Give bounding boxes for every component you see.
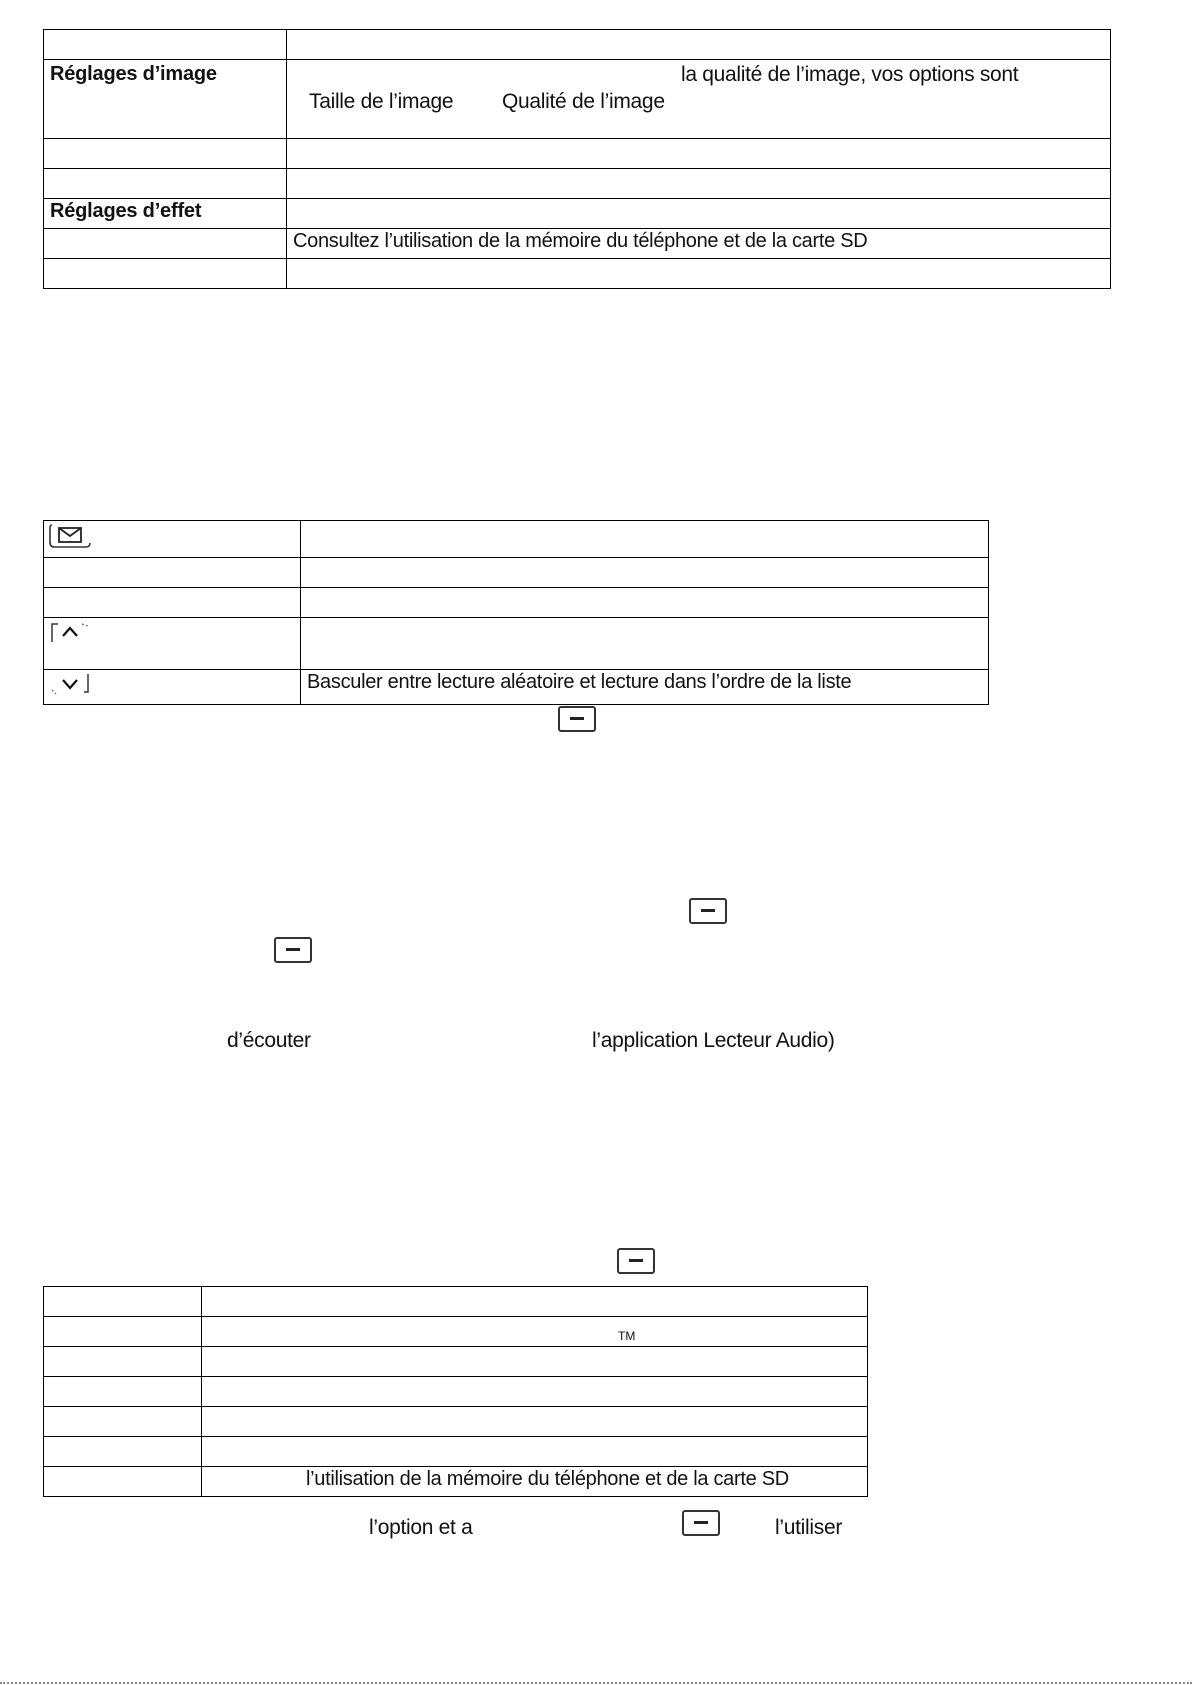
row-label: [44, 30, 287, 60]
softkey-icon: [558, 706, 596, 732]
table-row: [44, 139, 1111, 169]
effect-settings-label: Réglages d’effet: [44, 199, 287, 229]
key-cell: [44, 618, 301, 670]
memory-usage-desc: Consultez l’utilisation de la mémoire du téléphone et de la carte SD: [287, 229, 1111, 259]
image-quality-text: la qualité de l’image, vos options sont: [681, 63, 1019, 86]
row-desc: [287, 199, 1111, 229]
table-row: [44, 670, 989, 705]
key-cell: [44, 558, 301, 588]
row-desc: [202, 1287, 868, 1317]
table-row: [44, 30, 1111, 60]
table-row: [44, 259, 1111, 289]
table-row: [44, 1377, 868, 1407]
table-row: [44, 618, 989, 670]
camera-settings-table: [43, 29, 1111, 289]
table-row: [44, 1317, 868, 1347]
row-label: [44, 1317, 202, 1347]
row-desc: [202, 1347, 868, 1377]
page-bottom-rule: [0, 1682, 1192, 1684]
table-row: [44, 1347, 868, 1377]
row-desc: [202, 1377, 868, 1407]
softkey-icon: [682, 1510, 720, 1536]
row-desc: [202, 1437, 868, 1467]
table-row: [44, 60, 1111, 139]
row-label: [44, 259, 287, 289]
row-label: [44, 1467, 202, 1497]
table-row: [44, 169, 1111, 199]
image-quality-option: Qualité de l’image: [502, 90, 665, 113]
image-settings-desc: [287, 60, 1111, 139]
image-settings-label: Réglages d’image: [44, 60, 287, 139]
table-row: [44, 1407, 868, 1437]
key-cell: [44, 521, 301, 558]
mail-key-icon: [48, 522, 92, 550]
row-label: [44, 139, 287, 169]
row-desc: [202, 1317, 868, 1347]
row-desc: [287, 139, 1111, 169]
down-key-icon: [48, 670, 92, 698]
audio-player-keys-table: [43, 520, 989, 705]
softkey-icon: [617, 1248, 655, 1274]
key-desc: [301, 558, 989, 588]
use-text: l’utiliser: [775, 1516, 843, 1539]
settings-table: [43, 1286, 868, 1497]
option-text: l’option et a: [369, 1516, 473, 1539]
table-row: [44, 1437, 868, 1467]
row-desc: [287, 30, 1111, 60]
key-desc: [301, 521, 989, 558]
listen-text: d’écouter: [227, 1029, 311, 1052]
row-label: [44, 1407, 202, 1437]
row-label: [44, 1347, 202, 1377]
row-desc: [287, 169, 1111, 199]
row-label: [44, 1377, 202, 1407]
table-row: [44, 521, 989, 558]
table-row: [44, 199, 1111, 229]
row-label: [44, 1437, 202, 1467]
softkey-icon: [274, 937, 312, 963]
key-desc: [301, 618, 989, 670]
audio-app-text: l’application Lecteur Audio): [592, 1029, 835, 1052]
row-desc: [287, 259, 1111, 289]
image-size-option: Taille de l’image: [309, 90, 454, 113]
row-desc: [202, 1407, 868, 1437]
memory-usage-desc: l’utilisation de la mémoire du téléphone et de la carte SD: [202, 1467, 868, 1497]
key-desc: [301, 588, 989, 618]
table-row: [44, 229, 1111, 259]
row-label: [44, 169, 287, 199]
softkey-icon: [689, 898, 727, 924]
trademark-mark: TM: [618, 1329, 636, 1343]
row-label: [44, 229, 287, 259]
up-key-icon: [48, 620, 92, 648]
table-row: [44, 1287, 868, 1317]
key-cell: [44, 588, 301, 618]
table-row: [44, 558, 989, 588]
key-cell: [44, 670, 301, 705]
row-label: [44, 1287, 202, 1317]
table-row: [44, 1467, 868, 1497]
shuffle-desc: Basculer entre lecture aléatoire et lecture dans l’ordre de la liste: [301, 670, 989, 705]
table-row: [44, 588, 989, 618]
